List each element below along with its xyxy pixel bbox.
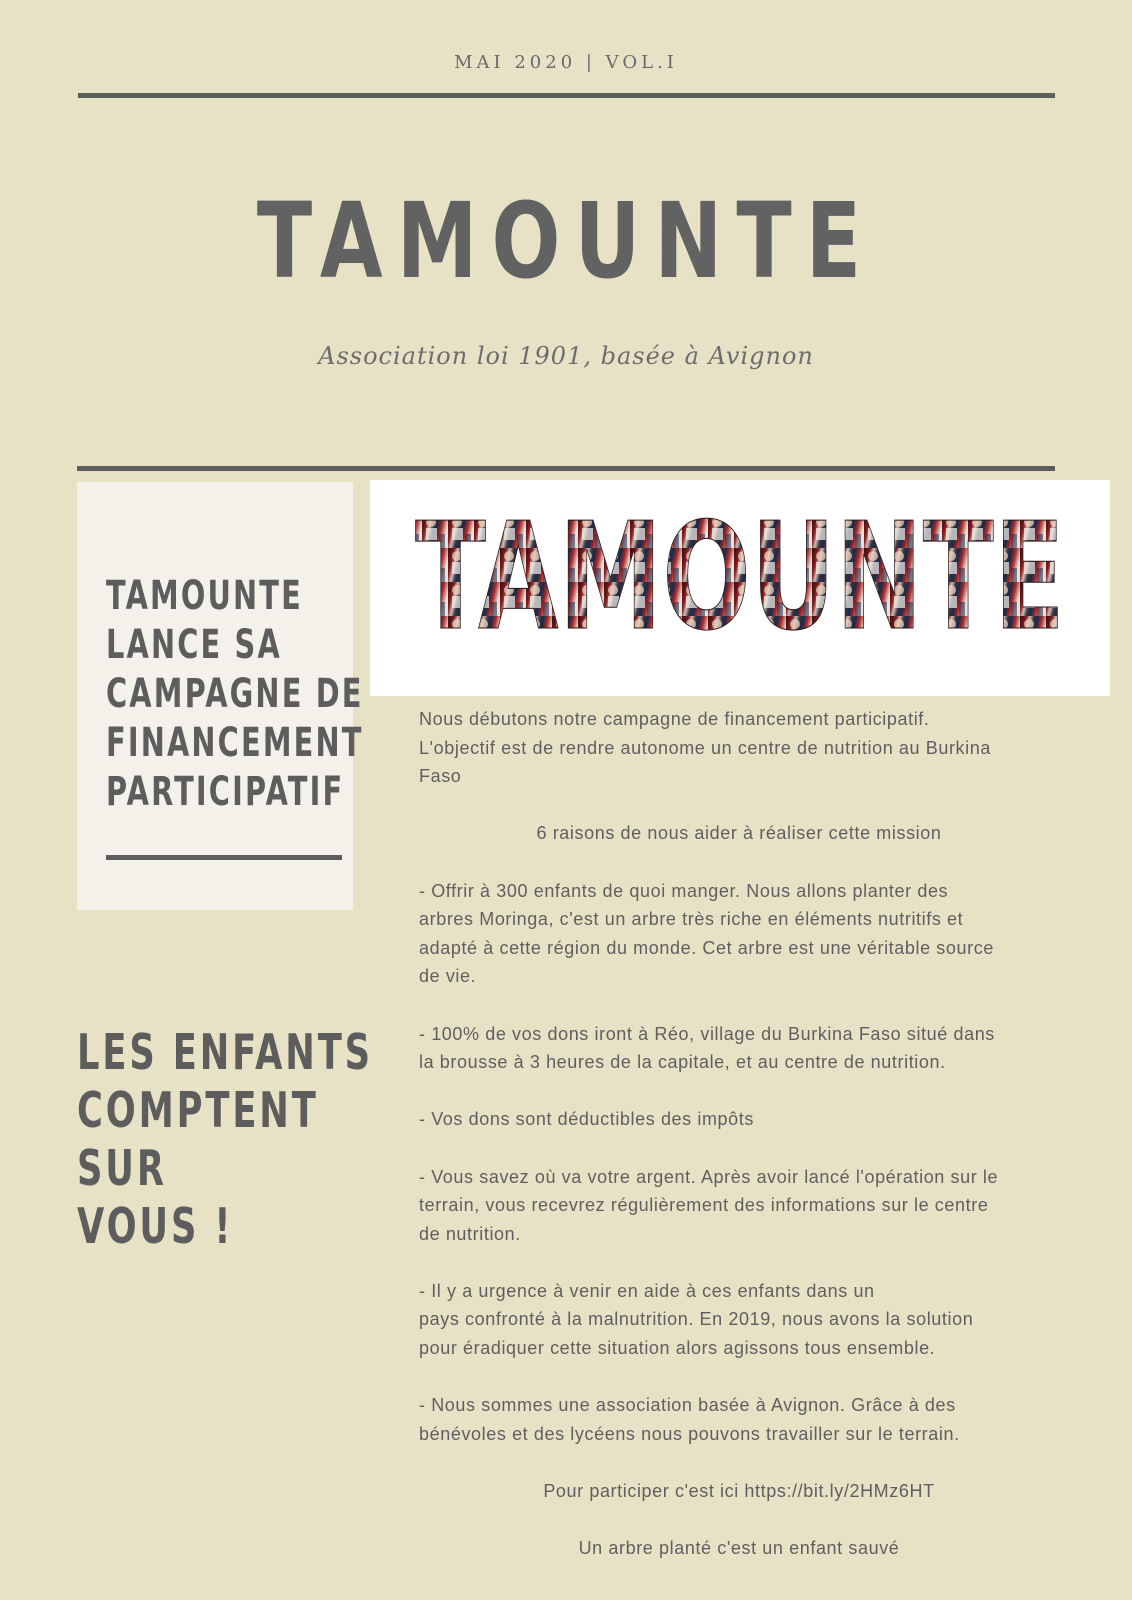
text-line: Faso [419, 766, 462, 787]
photo-lettering-image [370, 480, 1110, 696]
text-line: arbres Moringa, c'est un arbre très riche en éléments nutritifs et [419, 909, 964, 930]
text-line: - 100% de vos dons iront à Réo, village du Burkina Faso situé dans [419, 1023, 995, 1044]
reason-item [419, 1163, 1059, 1249]
headline-line: LANCE SA [106, 622, 282, 668]
article-body [419, 705, 1059, 1591]
text-line: bénévoles et des lycéens nous pouvons travailler sur le terrain. [419, 1423, 960, 1444]
text-line: Nous débutons notre campagne de financement participatif. [419, 709, 930, 729]
article-subtitle: 6 raisons de nous aider à réaliser cette mission [536, 823, 942, 844]
masthead-title: TAMOUNTE [256, 180, 876, 302]
photo-lettering-banner [370, 480, 1110, 696]
top-divider [78, 93, 1055, 98]
masthead-tagline: Association loi 1901, basée à Avignon [318, 342, 814, 370]
headline-line: CAMPAGNE DE [106, 671, 364, 717]
issue-date-volume: MAI 2020 | VOL.I [454, 52, 678, 73]
headline [106, 572, 365, 817]
text-line: - Vos dons sont déductibles des impôts [419, 1109, 754, 1130]
text-line: pays confronté à la malnutrition. En 2019, nous avons la solution [419, 1309, 974, 1330]
donation-link-text[interactable]: Pour participer c'est ici https://bit.ly/2HMz6HT [543, 1481, 935, 1502]
callout-line: VOUS ! [77, 1198, 234, 1255]
text-line: de nutrition. [419, 1223, 521, 1244]
callout [77, 1024, 379, 1256]
callout-line: LES ENFANTS [77, 1024, 373, 1081]
text-line: adapté à cette région du monde. Cet arbre est une véritable source [419, 937, 994, 958]
text-line: pour éradiquer cette situation alors agissons tous ensemble. [419, 1338, 936, 1359]
text-line: - Il y a urgence à venir en aide à ces enfants dans un [419, 1280, 875, 1301]
reason-item [419, 877, 1059, 991]
section-divider [77, 466, 1055, 471]
reason-item [419, 1277, 1059, 1363]
headline-line: TAMOUNTE [106, 573, 303, 619]
article-intro [419, 705, 1059, 791]
text-line: de vie. [419, 966, 477, 987]
headline-box [77, 482, 364, 910]
reason-item [419, 1020, 1059, 1077]
closing-slogan: Un arbre planté c'est un enfant sauvé [578, 1538, 900, 1559]
headline-underline [106, 855, 342, 860]
text-line: - Nous sommes une association basée à Avignon. Grâce à des [419, 1395, 956, 1416]
text-line: la brousse à 3 heures de la capitale, et au centre de nutrition. [419, 1052, 946, 1073]
text-line: terrain, vous recevrez régulièrement des informations sur le centre [419, 1195, 989, 1216]
headline-line: FINANCEMENT [106, 720, 364, 766]
text-line: - Offrir à 300 enfants de quoi manger. Nous allons planter des [419, 880, 949, 901]
reason-item [419, 1391, 1059, 1448]
text-line: L'objectif est de rendre autonome un centre de nutrition au Burkina [419, 737, 991, 758]
photo-lettering-word: TAMOUNTE [415, 491, 1065, 663]
reason-item [419, 1105, 1059, 1134]
text-line: - Vous savez où va votre argent. Après avoir lancé l'opération sur le [419, 1166, 999, 1187]
headline-line: PARTICIPATIF [106, 769, 345, 815]
callout-line: COMPTENT SUR [77, 1082, 319, 1197]
